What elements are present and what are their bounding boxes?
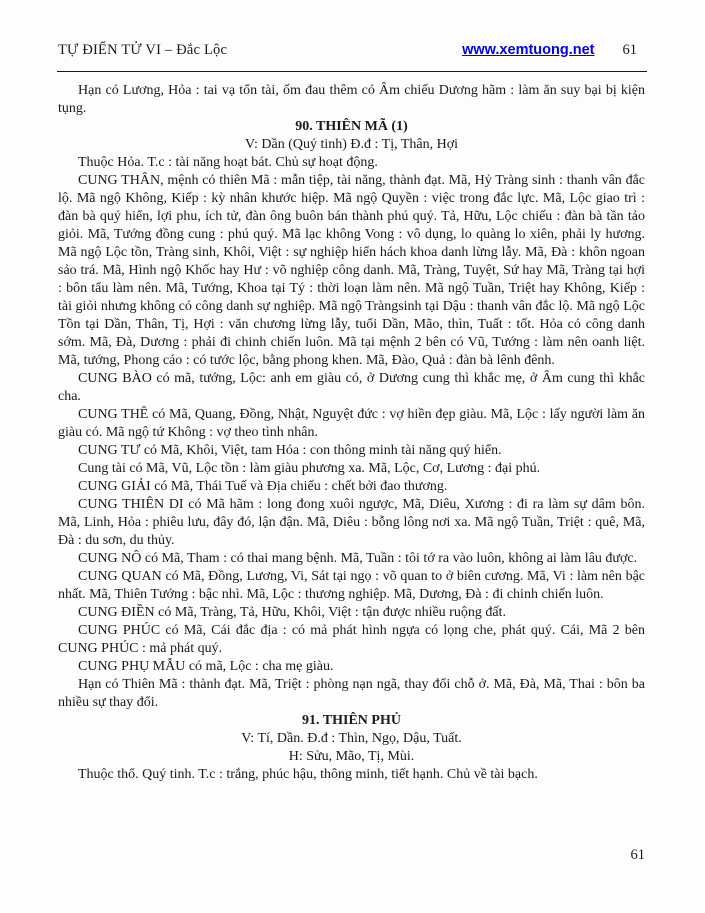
page-header: [58, 42, 645, 59]
paragraph-thuoc-tho: Thuộc thổ. Quý tinh. T.c : trắng, phúc hậu, thông minh, tiết hạnh. Chủ về tài bạch.: [78, 767, 538, 782]
header-divider-line: [57, 71, 647, 72]
section-heading-91-thien-phu: 91. THIÊN PHỦ: [302, 713, 401, 728]
paragraph-han-thien-ma: Hạn có Thiên Mã : thành đạt. Mã, Triệt : phòng nạn ngã, thay đổi chỗ ở. Mã, Đà, Mã, Thai : bôn ba nhiều sự thay đổi.: [58, 677, 645, 710]
paragraph-cung-than: CUNG THÂN, mệnh có thiên Mã : mẫn tiệp, tài năng, thành đạt. Mã, Hỷ Tràng sinh : thanh vân đắc lộ. Mã ngộ Không, Kiếp : kỳ nhân khước hiệp. Mã ngộ Quyền : việc trong đắc lực. Mã, Lộc giao trì : đàn bà quý hiển, lợi phu, ích tử, đàn ông buôn bán thành phú quý. Tả, Hữu, Lộc chiếu : đàn bà tần tảo giỏi. Mã, Tướng đồng cung : phú quý. Mã lạc không Vong : vô dụng, lo quàng lo xiên, phải ly hương. Mã ngộ Lộc tồn, Tràng sinh, Khôi, Việt : sự nghiệp hiển hách khoa danh lừng lẫy. Mã, Đà : khôn ngoan sảo trá. Mã, Hình ngộ Khốc hay Hư : võ nghiệp công danh. Mã, Tràng, Tuyệt, Sứ hay Mã, Tràng tại hợi : bôn tẩu làm nên. Mã, Tướng, Khoa tại Tý : thời loạn làm nên. Mã ngộ Tuần, Triệt hay Không, Kiếp : tài giỏi nhưng không có công danh sự nghiệp. Mã ngộ Tràngsinh tại Dậu : thanh vân đắc lộ. Mã ngộ Lộc Tồn tại Dần, Thân, Tị, Hợi : văn chương lừng lẫy, tuổi Dần, Mão, thìn, Tuất : tốt. Hỏa có công danh sớm. Mã, Đà, Dương : phải đi chinh chiến luôn. Mã tại mệnh 2 bên có Vũ, Tướng : làm nên oanh liệt. Mã, tướng, Phong cáo : có tước lộc, bằng phong khen. Mã, Đào, Quả : đàn bà lênh đênh.: [58, 173, 645, 368]
footer-page-number: 61: [630, 847, 645, 863]
centered-line-positions-91-v: V: Tí, Dần. Đ.đ : Thìn, Ngọ, Dậu, Tuất.: [241, 731, 462, 746]
paragraph-cung-giai: CUNG GIẢI có Mã, Thái Tuế và Địa chiếu : chết bởi đao thương.: [78, 479, 448, 494]
paragraph-cung-no: CUNG NÔ có Mã, Tham : có thai mang bệnh. Mã, Tuần : tôi tớ ra vào luôn, không ai làm lâu được.: [78, 551, 638, 566]
centered-line-positions-91-h: H: Sửu, Mão, Tị, Mùi.: [288, 749, 415, 764]
paragraph-cung-dien: CUNG ĐIỀN có Mã, Tràng, Tả, Hữu, Khôi, Việt : tận được nhiều ruộng đất.: [78, 605, 506, 620]
centered-line-positions-90: V: Dần (Quý tinh) Đ.đ : Tị, Thân, Hợi: [244, 137, 459, 152]
header-book-title: TỰ ĐIỂN TỬ VI – Đắc Lộc: [58, 42, 228, 58]
paragraph-cung-phuc: CUNG PHÚC có Mã, Cái đắc địa : có mả phát hình ngựa có lọng che, phát quý. Cái, Mã 2 bên CUNG PHÚC : mả phát quý.: [58, 623, 645, 656]
paragraph-cung-bao: CUNG BÀO có mã, tướng, Lộc: anh em giàu có, ở Dương cung thì khắc mẹ, ở Âm cung thì khắc cha.: [58, 371, 645, 404]
paragraph-cung-quan: CUNG QUAN có Mã, Đồng, Lương, Vi, Sát tại ngọ : võ quan to ở biên cương. Mã, Vi : làm nên bậc nhất. Mã, Thiên Tướng : bậc nhì. Mã, Lộc : thương nghiệp. Mã, Dương, Đà : đi chinh chiến luôn.: [58, 569, 645, 602]
paragraph-cung-tu: CUNG TƯ có Mã, Khôi, Việt, tam Hóa : con thông minh tài năng quý hiển.: [78, 443, 502, 458]
header-page-number: 61: [622, 42, 637, 58]
paragraph-thuoc-hoa: Thuộc Hỏa. T.c : tài năng hoạt bát. Chủ sự hoạt động.: [78, 155, 378, 170]
paragraph-han-luong-hoa: Hạn có Lương, Hỏa : tai vạ tổn tài, ốm đau thêm có Âm chiếu Dương hãm : làm ăn suy bại bị kiện tụng.: [58, 83, 645, 116]
paragraph-cung-the: CUNG THÊ có Mã, Quang, Đồng, Nhật, Nguyệt đức : vợ hiền đẹp giàu. Mã, Lộc : lấy người làm ăn giàu có. Mã ngộ tứ Không : vợ theo tình nhân.: [58, 407, 645, 440]
header-website-link[interactable]: www.xemtuong.net: [462, 42, 595, 58]
paragraph-cung-phu-mau: CUNG PHỤ MẪU có mã, Lộc : cha mẹ giàu.: [78, 659, 334, 674]
section-heading-90-thien-ma: 90. THIÊN MÃ (1): [295, 119, 408, 134]
page-footer: [58, 847, 645, 864]
paragraph-cung-tai: Cung tài có Mã, Vũ, Lộc tồn : làm giàu phương xa. Mã, Lộc, Cơ, Lương : đại phú.: [78, 461, 541, 476]
paragraph-cung-thien-di: CUNG THIÊN DI có Mã hãm : long đong xuôi ngược, Mã, Diêu, Xương : đi ra làm sự dâm bôn. Mã, Linh, Hỏa : phiêu lưu, đây đó, lận đận. Mã, Diêu : bỗng lông nơi xa. Mã ngộ Tuần, Triệt : quê, Mã, Đà : du sơn, du thủy.: [58, 497, 645, 548]
document-body: [58, 82, 645, 784]
